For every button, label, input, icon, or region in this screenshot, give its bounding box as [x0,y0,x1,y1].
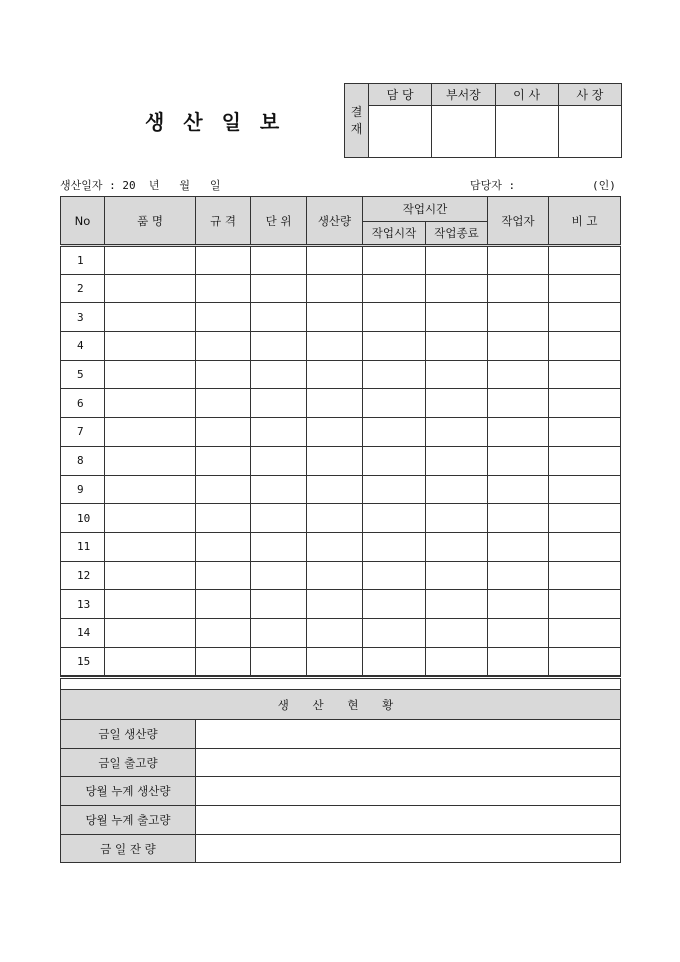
summary-row [61,720,621,749]
cell-spec[interactable] [196,303,251,332]
row-number: 10 [61,504,105,533]
summary-label: 당월 누계 생산량 [61,777,196,806]
cell-end[interactable] [426,532,488,561]
summary-row [61,748,621,777]
cell-unit[interactable] [251,618,307,647]
header-work-time: 작업시간 [363,197,488,222]
row-number: 2 [61,274,105,303]
approval-sign-ceo[interactable] [558,106,621,158]
cell-qty[interactable] [307,618,363,647]
summary-value[interactable] [196,720,621,749]
cell-worker[interactable] [488,274,549,303]
table-row [61,475,621,504]
cell-qty[interactable] [307,418,363,447]
row-number: 3 [61,303,105,332]
approval-sign-dept-head[interactable] [432,106,495,158]
cell-worker[interactable] [488,303,549,332]
cell-worker[interactable] [488,504,549,533]
approval-sign-director[interactable] [495,106,558,158]
cell-spec[interactable] [196,246,251,275]
cell-end[interactable] [426,446,488,475]
cell-spec[interactable] [196,618,251,647]
table-row [61,504,621,533]
cell-unit[interactable] [251,246,307,275]
summary-label: 당월 누계 출고량 [61,806,196,835]
cell-qty[interactable] [307,332,363,361]
cell-end[interactable] [426,246,488,275]
cell-qty[interactable] [307,647,363,676]
cell-unit[interactable] [251,303,307,332]
cell-start[interactable] [363,590,426,619]
cell-spec[interactable] [196,475,251,504]
summary-label: 금일 출고량 [61,748,196,777]
cell-start[interactable] [363,446,426,475]
cell-unit[interactable] [251,561,307,590]
summary-label: 금일 생산량 [61,720,196,749]
cell-start[interactable] [363,332,426,361]
cell-unit[interactable] [251,274,307,303]
cell-note[interactable] [549,504,621,533]
cell-item[interactable] [105,647,196,676]
cell-note[interactable] [549,475,621,504]
cell-note[interactable] [549,418,621,447]
header-no: No [61,197,105,246]
cell-item[interactable] [105,303,196,332]
table-row [61,274,621,303]
approval-role-ceo: 사 장 [558,84,621,106]
cell-note[interactable] [549,532,621,561]
cell-unit[interactable] [251,532,307,561]
table-row [61,618,621,647]
production-date-label: 생산일자 : 20 년 월 일 [60,179,221,192]
cell-worker[interactable] [488,246,549,275]
cell-item[interactable] [105,418,196,447]
cell-qty[interactable] [307,360,363,389]
cell-worker[interactable] [488,389,549,418]
cell-item[interactable] [105,475,196,504]
cell-end[interactable] [426,389,488,418]
summary-row [61,777,621,806]
table-row [61,360,621,389]
cell-end[interactable] [426,504,488,533]
cell-note[interactable] [549,647,621,676]
cell-note[interactable] [549,389,621,418]
summary-spacer [61,678,621,690]
header-start: 작업시작 [363,222,426,246]
cell-qty[interactable] [307,475,363,504]
cell-spec[interactable] [196,532,251,561]
cell-start[interactable] [363,246,426,275]
summary-value[interactable] [196,834,621,863]
cell-worker[interactable] [488,475,549,504]
cell-end[interactable] [426,475,488,504]
cell-qty[interactable] [307,561,363,590]
cell-note[interactable] [549,303,621,332]
cell-unit[interactable] [251,504,307,533]
cell-item[interactable] [105,590,196,619]
approval-role-staff: 담 당 [369,84,432,106]
cell-end[interactable] [426,274,488,303]
table-row [61,446,621,475]
approval-role-director: 이 사 [495,84,558,106]
cell-worker[interactable] [488,590,549,619]
row-number: 5 [61,360,105,389]
cell-unit[interactable] [251,590,307,619]
cell-spec[interactable] [196,561,251,590]
table-row [61,561,621,590]
cell-item[interactable] [105,618,196,647]
cell-qty[interactable] [307,274,363,303]
cell-unit[interactable] [251,332,307,361]
cell-spec[interactable] [196,647,251,676]
cell-spec[interactable] [196,360,251,389]
header-qty: 생산량 [307,197,363,246]
row-number: 11 [61,532,105,561]
row-number: 13 [61,590,105,619]
cell-note[interactable] [549,590,621,619]
cell-end[interactable] [426,303,488,332]
summary-value[interactable] [196,777,621,806]
summary-row [61,834,621,863]
production-table [60,196,621,676]
cell-unit[interactable] [251,418,307,447]
cell-start[interactable] [363,303,426,332]
cell-item[interactable] [105,561,196,590]
cell-qty[interactable] [307,246,363,275]
row-number: 6 [61,389,105,418]
cell-end[interactable] [426,561,488,590]
cell-worker[interactable] [488,446,549,475]
cell-spec[interactable] [196,590,251,619]
cell-qty[interactable] [307,532,363,561]
cell-spec[interactable] [196,389,251,418]
cell-item[interactable] [105,504,196,533]
cell-spec[interactable] [196,418,251,447]
header-spec: 규 격 [196,197,251,246]
cell-qty[interactable] [307,504,363,533]
cell-start[interactable] [363,647,426,676]
cell-item[interactable] [105,332,196,361]
row-number: 7 [61,418,105,447]
cell-qty[interactable] [307,389,363,418]
row-number: 1 [61,246,105,275]
cell-worker[interactable] [488,360,549,389]
approval-sign-staff[interactable] [369,106,432,158]
cell-qty[interactable] [307,303,363,332]
cell-note[interactable] [549,274,621,303]
row-number: 8 [61,446,105,475]
cell-worker[interactable] [488,418,549,447]
cell-start[interactable] [363,360,426,389]
cell-end[interactable] [426,590,488,619]
header-unit: 단 위 [251,197,307,246]
table-row [61,246,621,275]
header-note: 비 고 [549,197,621,246]
cell-start[interactable] [363,532,426,561]
cell-item[interactable] [105,274,196,303]
approval-box [344,83,622,158]
approval-role-dept-head: 부서장 [432,84,495,106]
table-row [61,532,621,561]
cell-qty[interactable] [307,446,363,475]
cell-start[interactable] [363,561,426,590]
cell-end[interactable] [426,332,488,361]
cell-item[interactable] [105,360,196,389]
cell-note[interactable] [549,246,621,275]
cell-unit[interactable] [251,389,307,418]
cell-end[interactable] [426,618,488,647]
cell-note[interactable] [549,360,621,389]
cell-worker[interactable] [488,532,549,561]
header-worker: 작업자 [488,197,549,246]
summary-section-title: 생 산 현 황 [61,690,621,720]
summary-row [61,806,621,835]
approval-side-label: 결 재 [345,84,369,158]
cell-qty[interactable] [307,590,363,619]
row-number: 15 [61,647,105,676]
cell-start[interactable] [363,504,426,533]
cell-note[interactable] [549,332,621,361]
manager-label: 담당자 : [470,179,516,192]
cell-start[interactable] [363,274,426,303]
row-number: 9 [61,475,105,504]
cell-spec[interactable] [196,332,251,361]
cell-spec[interactable] [196,446,251,475]
cell-unit[interactable] [251,475,307,504]
row-number: 12 [61,561,105,590]
table-row [61,389,621,418]
cell-start[interactable] [363,618,426,647]
production-summary [60,676,621,863]
seal-label: (인) [592,179,616,192]
cell-worker[interactable] [488,618,549,647]
cell-note[interactable] [549,561,621,590]
cell-item[interactable] [105,389,196,418]
row-number: 4 [61,332,105,361]
page-title: 생 산 일 보 [145,110,286,134]
table-row [61,332,621,361]
cell-unit[interactable] [251,360,307,389]
cell-end[interactable] [426,360,488,389]
cell-end[interactable] [426,647,488,676]
cell-item[interactable] [105,532,196,561]
cell-spec[interactable] [196,274,251,303]
header-end: 작업종료 [426,222,488,246]
cell-item[interactable] [105,446,196,475]
cell-worker[interactable] [488,332,549,361]
cell-worker[interactable] [488,647,549,676]
table-row [61,303,621,332]
cell-note[interactable] [549,618,621,647]
cell-start[interactable] [363,389,426,418]
table-row [61,590,621,619]
cell-worker[interactable] [488,561,549,590]
cell-spec[interactable] [196,504,251,533]
summary-value[interactable] [196,748,621,777]
cell-item[interactable] [105,246,196,275]
cell-unit[interactable] [251,446,307,475]
row-number: 14 [61,618,105,647]
cell-end[interactable] [426,418,488,447]
header-item: 품 명 [105,197,196,246]
summary-value[interactable] [196,806,621,835]
cell-note[interactable] [549,446,621,475]
summary-label: 금 일 잔 량 [61,834,196,863]
table-row [61,418,621,447]
cell-unit[interactable] [251,647,307,676]
table-row [61,647,621,676]
cell-start[interactable] [363,418,426,447]
cell-start[interactable] [363,475,426,504]
